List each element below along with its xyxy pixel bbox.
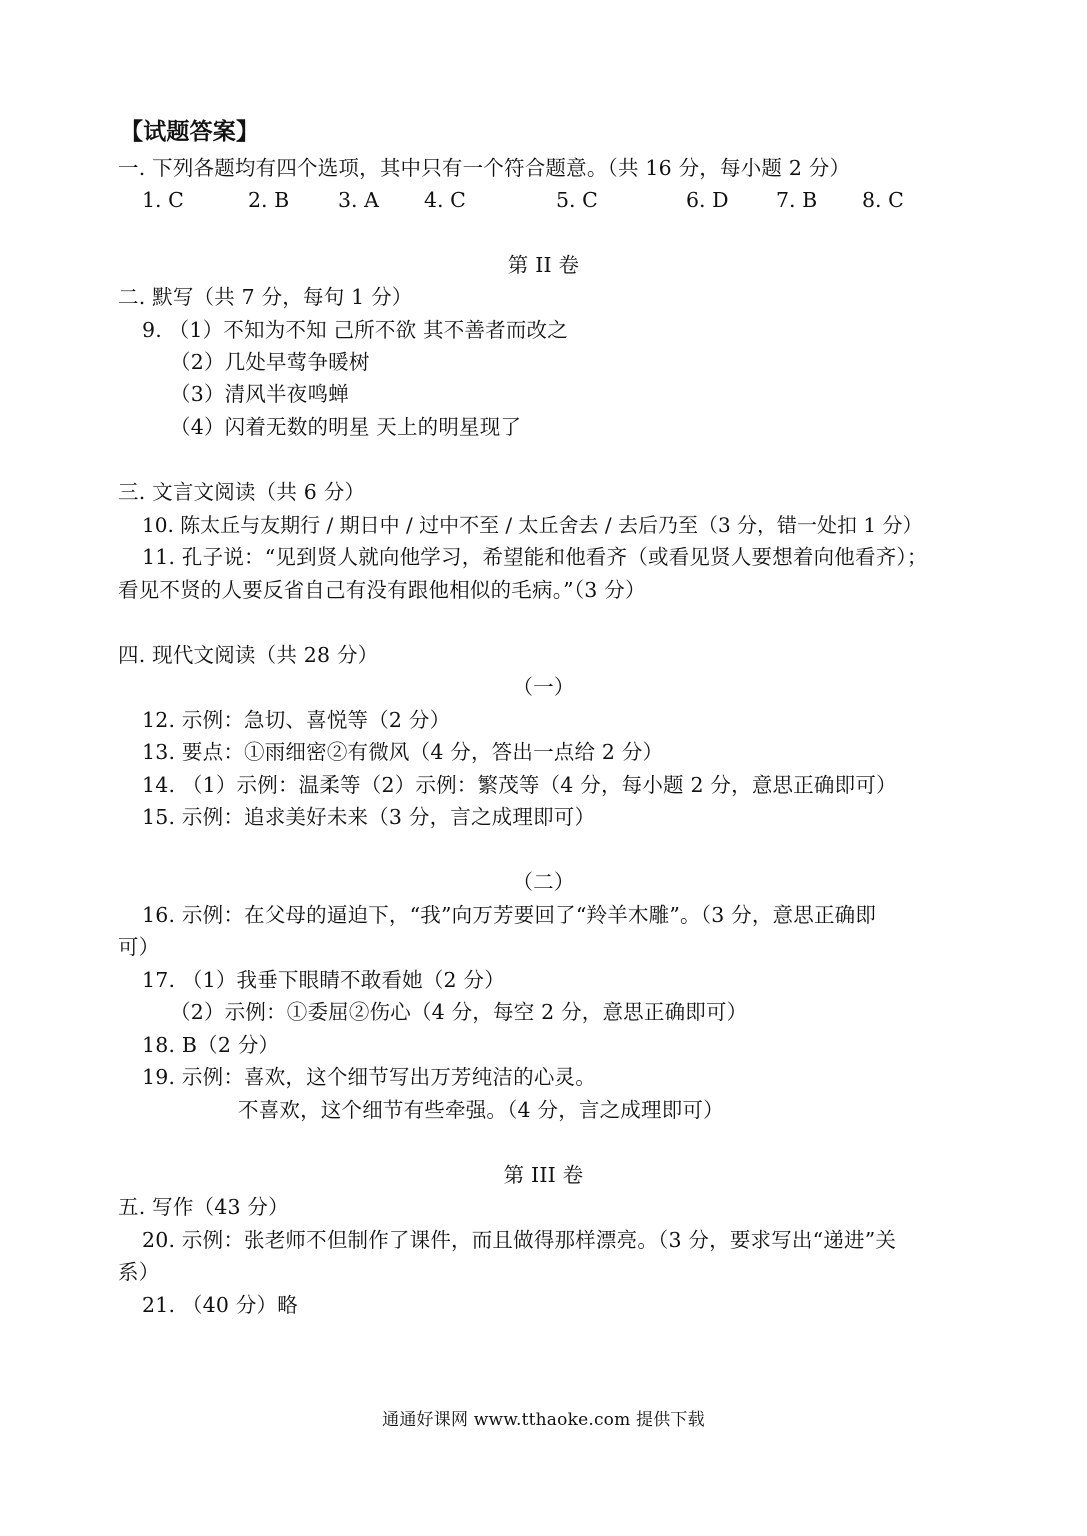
part-1-label: （一） <box>512 675 575 699</box>
q21: 21. （40 分）略 <box>142 1293 298 1317</box>
q9-line-2: （2）几处早莺争暖树 <box>170 350 370 374</box>
q20-line-2: 系） <box>118 1260 160 1284</box>
section4-heading: 四. 现代文阅读（共 28 分） <box>118 643 379 667</box>
q9-line-3: （3）清风半夜鸣蝉 <box>170 382 349 406</box>
q17-line-1: 17. （1）我垂下眼睛不敢看她（2 分） <box>142 968 505 992</box>
q19-line-1: 19. 示例：喜欢，这个细节写出万芳纯洁的心灵。 <box>142 1065 596 1089</box>
answer-1: 1. C <box>142 188 184 212</box>
answer-6: 6. D <box>686 188 729 212</box>
q17-line-2: （2）示例：①委屈②伤心（4 分，每空 2 分，意思正确即可） <box>170 1000 748 1024</box>
page-title: 【试题答案】 <box>120 119 260 145</box>
answer-7: 7. B <box>776 188 818 212</box>
volume-3-heading: 第 III 卷 <box>503 1163 584 1187</box>
answer-4: 4. C <box>424 188 466 212</box>
section2-heading: 二. 默写（共 7 分，每句 1 分） <box>118 285 413 309</box>
q11-line-1: 11. 孔子说：“见到贤人就向他学习，希望能和他看齐（或看见贤人要想着向他看齐）； <box>142 545 928 569</box>
q20-line-1: 20. 示例：张老师不但制作了课件，而且做得那样漂亮。（3 分，要求写出“递进”关 <box>142 1228 897 1252</box>
volume-2-heading: 第 II 卷 <box>507 253 580 277</box>
answer-3: 3. A <box>338 188 379 212</box>
q19-line-2: 不喜欢，这个细节有些牵强。（4 分，言之成理即可） <box>238 1098 724 1122</box>
footer-credit: 通通好课网 www.tthaoke.com 提供下载 <box>382 1410 705 1430</box>
q13: 13. 要点：①雨细密②有微风（4 分，答出一点给 2 分） <box>142 740 664 764</box>
q14: 14. （1）示例：温柔等（2）示例：繁茂等（4 分，每小题 2 分，意思正确即可） <box>142 773 897 797</box>
q11-line-2: 看见不贤的人要反省自己有没有跟他相似的毛病。”（3 分） <box>118 578 646 602</box>
part-2-label: （二） <box>512 870 575 894</box>
q15: 15. 示例：追求美好未来（3 分，言之成理即可） <box>142 805 596 829</box>
q9-line-1: 9. （1）不知为不知 己所不欲 其不善者而改之 <box>142 318 568 342</box>
q16-line-2: 可） <box>118 935 160 959</box>
q18: 18. B（2 分） <box>142 1033 280 1057</box>
section3-heading: 三. 文言文阅读（共 6 分） <box>118 480 366 504</box>
section5-heading: 五. 写作（43 分） <box>118 1195 289 1219</box>
answer-2: 2. B <box>248 188 290 212</box>
answer-8: 8. C <box>862 188 904 212</box>
q10: 10. 陈太丘与友期行 / 期日中 / 过中不至 / 太丘舍去 / 去后乃至（3 分，错一处扣 1 分） <box>142 513 923 537</box>
q9-line-4: （4）闪着无数的明星 天上的明星现了 <box>170 415 522 439</box>
section1-heading: 一. 下列各题均有四个选项，其中只有一个符合题意。（共 16 分，每小题 2 分） <box>118 156 851 180</box>
q12: 12. 示例：急切、喜悦等（2 分） <box>142 708 451 732</box>
q16-line-1: 16. 示例：在父母的逼迫下，“我”向万芳要回了“羚羊木雕”。（3 分，意思正确即 <box>142 903 877 927</box>
answer-5: 5. C <box>556 188 598 212</box>
